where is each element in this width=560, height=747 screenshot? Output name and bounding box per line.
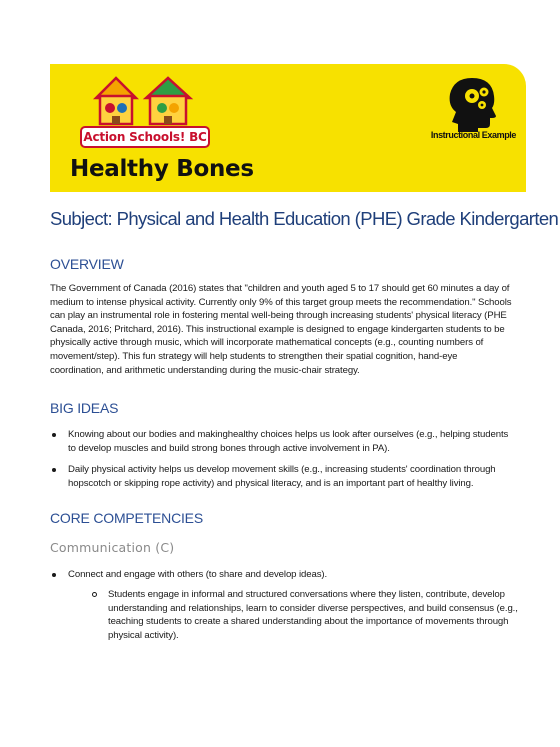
bullet-icon — [52, 468, 56, 472]
competencies-sub-list — [92, 588, 520, 642]
bullet-icon — [52, 433, 56, 437]
communication-subheading: Communication (C) — [50, 540, 175, 555]
page-title: Healthy Bones — [70, 156, 254, 182]
list-item-text: Connect and engage with others (to share and develop ideas). — [68, 569, 328, 580]
header-banner — [50, 64, 526, 192]
instructional-example-label: Instructional Example — [430, 130, 516, 140]
big-ideas-heading: BIG IDEAS — [50, 400, 119, 416]
overview-paragraph: The Government of Canada (2016) states that "children and youth aged 5 to 17 should get 60 minutes a day of medium to intense physical activity. Currently only 9% of this target group meets the recommendation." Schools can play an instrumental role in fostering mental well-being through increasing students' physical literacy (PHE Canada, 2016; Pritchard, 2016). This instructional example is designed to engage kindergarten students to be physically active through music, which will incorporate mathematical concepts (e.g., counting numbers of movement/step). This fun strategy will help students to strengthen their spatial cognition, hand-eye coordination, and arithmetic understanding during the music-chair strategy. — [50, 283, 512, 376]
logo-text: Action Schools! BC — [80, 126, 210, 148]
subject-heading: Subject: Physical and Health Education (PHE) Grade Kindergarten — [50, 208, 559, 229]
list-item — [50, 428, 516, 455]
circle-bullet-icon — [92, 592, 97, 597]
sub-list-item — [92, 588, 520, 642]
sub-list-item-text: Students engage in informal and structured conversations where they listen, contribute, develop understanding and relationships, learn to consider diverse perspectives, and build consensus (e.g., teaching students to create a shared understanding about the importance of movements through physical activity). — [108, 589, 518, 641]
logo-houses-icon — [90, 74, 194, 126]
competencies-list — [50, 568, 516, 590]
bullet-icon — [52, 573, 56, 577]
head-gears-icon — [442, 72, 502, 132]
list-item — [50, 463, 516, 490]
overview-heading: OVERVIEW — [50, 256, 124, 272]
list-item-text: Knowing about our bodies and makinghealthy choices helps us look after ourselves (e.g., helping students to develop muscles and build strong bones through active involvement in PA). — [68, 429, 509, 454]
list-item — [50, 568, 516, 582]
core-competencies-heading: CORE COMPETENCIES — [50, 510, 203, 526]
list-item-text: Daily physical activity helps us develop movement skills (e.g., increasing students' coordination through hopscotch or skipping rope activity) and physical literacy, and is an important part of healthy living. — [68, 464, 496, 489]
action-schools-logo — [72, 74, 212, 152]
big-ideas-list — [50, 428, 516, 498]
